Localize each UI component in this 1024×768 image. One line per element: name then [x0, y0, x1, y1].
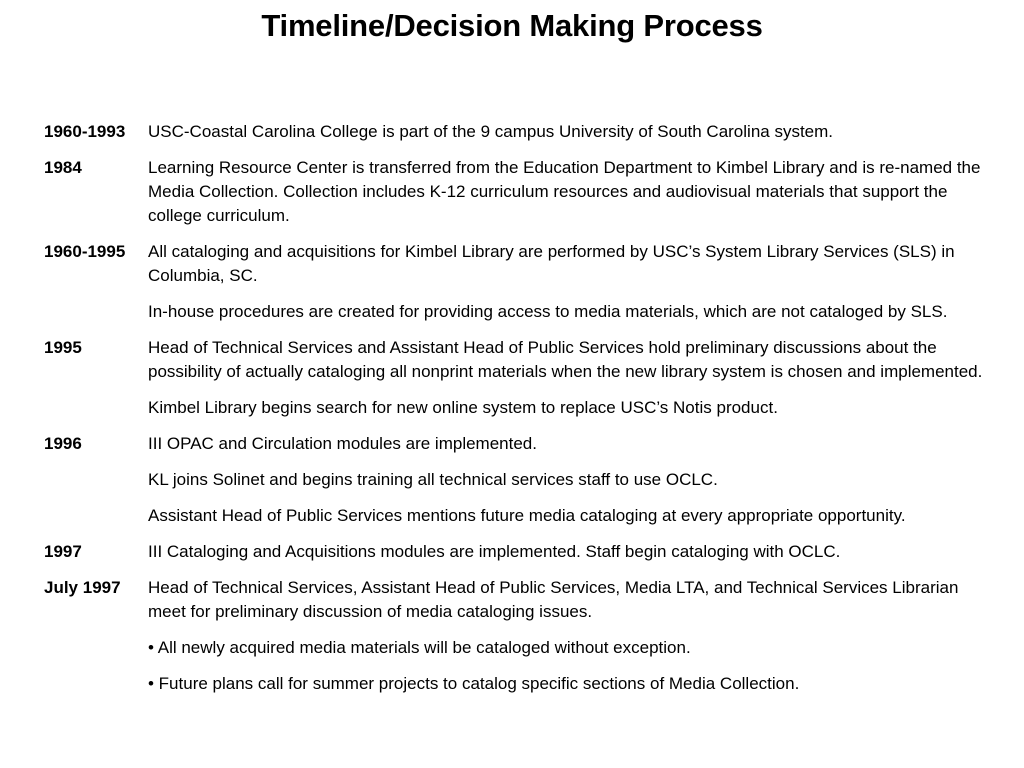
entry-year: 1984: [44, 158, 82, 177]
entry-text: III Cataloging and Acquisitions modules are implemented. Staff begin cataloging with OCLC.: [148, 542, 841, 561]
timeline-entry: [44, 576, 994, 624]
entry-text: Head of Technical Services and Assistant Head of Public Services hold preliminary discussions about the possibility of actually cataloging all nonprint materials when the new library system is chosen and implemented.: [148, 338, 983, 381]
entry-year: 1960-1993: [44, 122, 126, 141]
bullet-item: [44, 672, 994, 696]
entry-text: Head of Technical Services, Assistant Head of Public Services, Media LTA, and Technical Services Librarian meet for preliminary discussion of media cataloging issues.: [148, 578, 959, 621]
bullet-text: • All newly acquired media materials will be cataloged without exception.: [148, 638, 691, 657]
timeline-entry: [44, 432, 994, 456]
timeline-entry: [44, 468, 994, 492]
entry-text: KL joins Solinet and begins training all technical services staff to use OCLC.: [148, 470, 718, 489]
entry-text: III OPAC and Circulation modules are implemented.: [148, 434, 537, 453]
timeline-entry: [44, 540, 994, 564]
entry-text: All cataloging and acquisitions for Kimbel Library are performed by USC’s System Library Services (SLS) in Columbia, SC.: [148, 242, 955, 285]
entry-year: 1995: [44, 338, 82, 357]
timeline-entry: [44, 156, 994, 228]
timeline-entry: [44, 396, 994, 420]
timeline-entry: [44, 120, 994, 144]
entry-text: Learning Resource Center is transferred from the Education Department to Kimbel Library and is re-named the Media Collection. Collection includes K-12 curriculum resources and audiovisual materials that support the college curriculum.: [148, 158, 981, 225]
entry-year: 1996: [44, 434, 82, 453]
entry-text: Assistant Head of Public Services mentions future media cataloging at every appropriate opportunity.: [148, 506, 906, 525]
page-title: Timeline/Decision Making Process: [261, 8, 763, 43]
bullet-text: • Future plans call for summer projects to catalog specific sections of Media Collection.: [148, 674, 800, 693]
timeline-entry: [44, 240, 994, 288]
entry-text: Kimbel Library begins search for new online system to replace USC’s Notis product.: [148, 398, 778, 417]
timeline-entry: [44, 300, 994, 324]
timeline-list: [44, 120, 994, 708]
entry-year: 1997: [44, 542, 82, 561]
entry-text: USC-Coastal Carolina College is part of the 9 campus University of South Carolina system.: [148, 122, 834, 141]
entry-text: In-house procedures are created for providing access to media materials, which are not cataloged by SLS.: [148, 302, 948, 321]
bullet-item: [44, 636, 994, 660]
entry-year: 1960-1995: [44, 242, 126, 261]
timeline-entry: [44, 336, 994, 384]
timeline-entry: [44, 504, 994, 528]
entry-year: July 1997: [44, 578, 121, 597]
